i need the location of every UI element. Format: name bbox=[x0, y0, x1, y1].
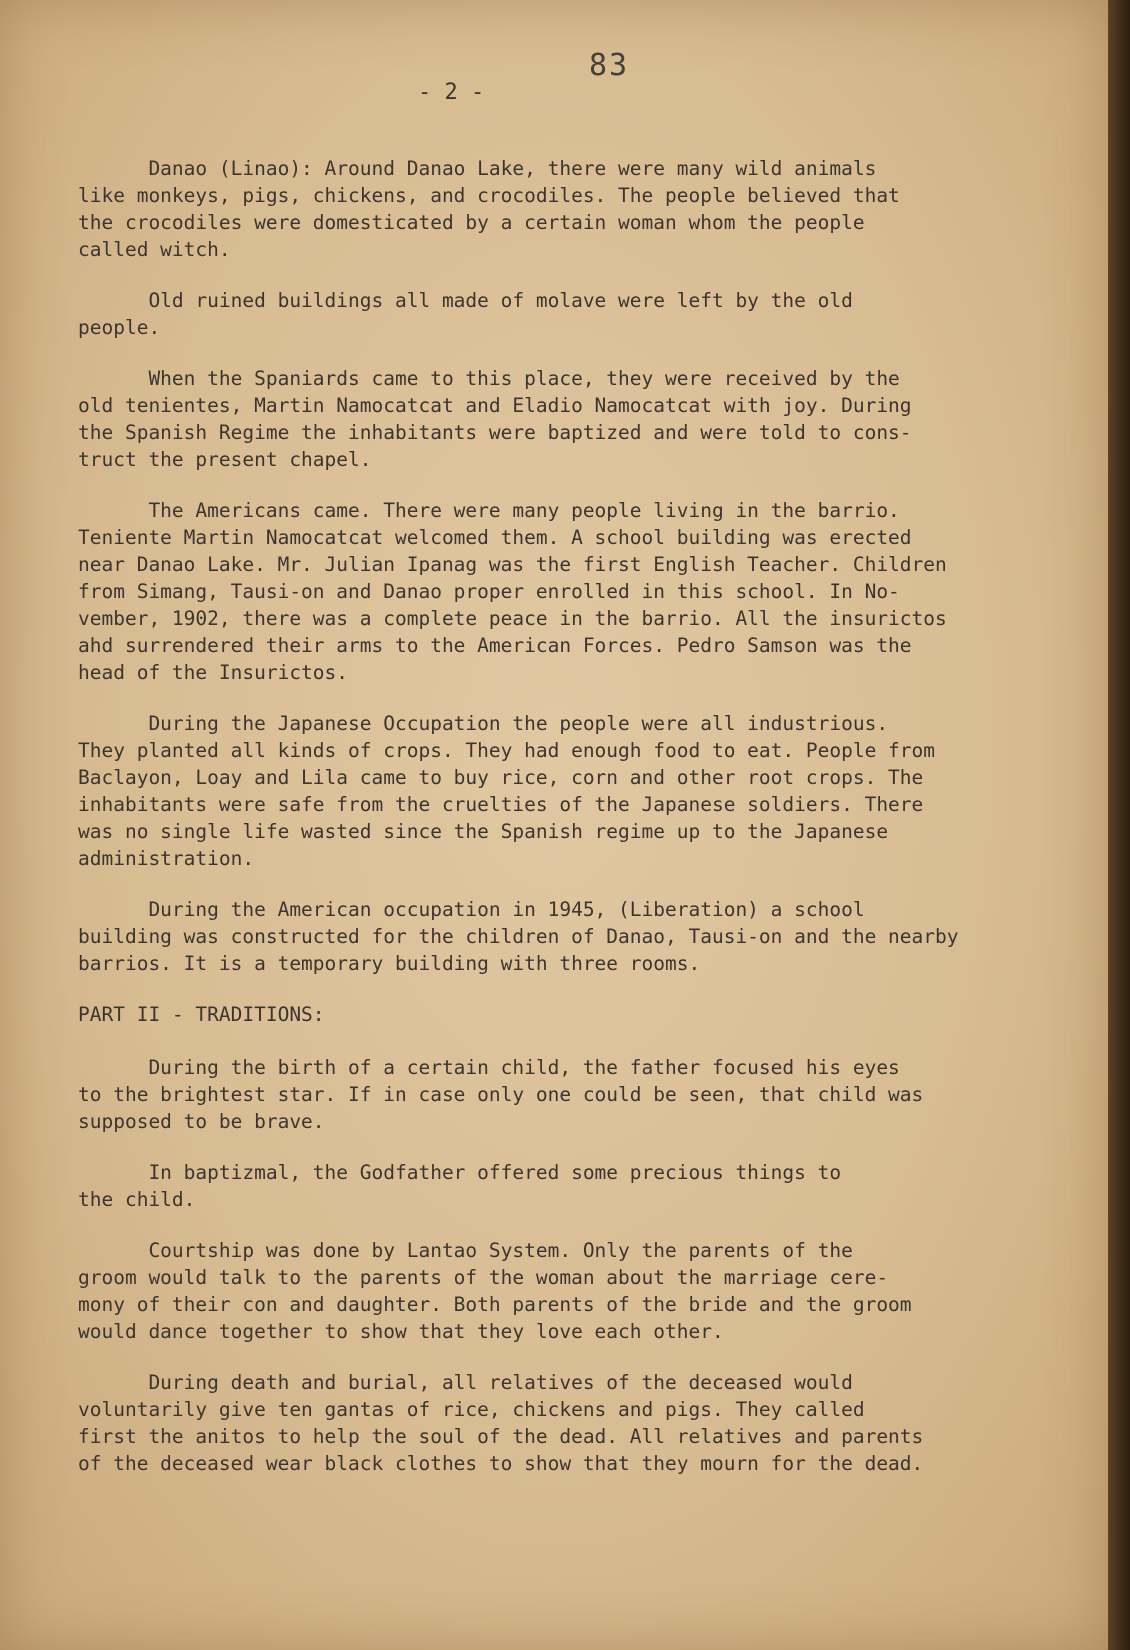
text-line: of the deceased wear black clothes to show that they mourn for the dead. bbox=[78, 1452, 924, 1475]
document-body bbox=[78, 155, 1078, 1501]
text-line: like monkeys, pigs, chickens, and crocodiles. The people believed that bbox=[78, 184, 900, 207]
text-line: head of the Insurictos. bbox=[78, 661, 349, 684]
text-line: Old ruined buildings all made of molave were left by the old bbox=[78, 289, 853, 312]
paragraph bbox=[78, 1159, 1078, 1213]
text-line: first the anitos to help the soul of the dead. All relatives and parents bbox=[78, 1425, 924, 1448]
text-line: mony of their con and daughter. Both parents of the bride and the groom bbox=[78, 1293, 912, 1316]
text-line: Courtship was done by Lantao System. Only the parents of the bbox=[78, 1239, 853, 1262]
text-line: groom would talk to the parents of the woman about the marriage cere- bbox=[78, 1266, 889, 1289]
text-line: vember, 1902, there was a complete peace in the barrio. All the insurictos bbox=[78, 607, 947, 630]
paragraph bbox=[78, 365, 1078, 473]
history-section bbox=[78, 155, 1078, 977]
paragraph bbox=[78, 710, 1078, 872]
paragraph bbox=[78, 155, 1078, 263]
text-line: Teniente Martin Namocatcat welcomed them. A school building was erected bbox=[78, 526, 912, 549]
text-line: They planted all kinds of crops. They had enough food to eat. People from bbox=[78, 739, 936, 762]
text-line: from Simang, Tausi-on and Danao proper enrolled in this school. In No- bbox=[78, 580, 900, 603]
text-line: During the birth of a certain child, the father focused his eyes bbox=[78, 1056, 900, 1079]
text-line: old tenientes, Martin Namocatcat and Eladio Namocatcat with joy. During bbox=[78, 394, 912, 417]
paragraph bbox=[78, 896, 1078, 977]
text-line: During death and burial, all relatives of the deceased would bbox=[78, 1371, 853, 1394]
text-line: was no single life wasted since the Spanish regime up to the Japanese bbox=[78, 820, 889, 843]
text-line: would dance together to show that they love each other. bbox=[78, 1320, 724, 1343]
paragraph bbox=[78, 1369, 1078, 1477]
page-number: - 2 - bbox=[418, 80, 485, 105]
text-line: voluntarily give ten gantas of rice, chickens and pigs. They called bbox=[78, 1398, 865, 1421]
text-line: supposed to be brave. bbox=[78, 1110, 325, 1133]
text-line: When the Spaniards came to this place, they were received by the bbox=[78, 367, 900, 390]
text-line: near Danao Lake. Mr. Julian Ipanag was the first English Teacher. Children bbox=[78, 553, 947, 576]
text-line: the Spanish Regime the inhabitants were baptized and were told to cons- bbox=[78, 421, 912, 444]
text-line: ahd surrendered their arms to the American Forces. Pedro Samson was the bbox=[78, 634, 912, 657]
paragraph bbox=[78, 1054, 1078, 1135]
binding-edge bbox=[1108, 0, 1130, 1650]
text-line: the child. bbox=[78, 1188, 196, 1211]
text-line: people. bbox=[78, 316, 161, 339]
traditions-section bbox=[78, 1054, 1078, 1477]
text-line: administration. bbox=[78, 847, 255, 870]
folio-number: 83 bbox=[589, 48, 630, 83]
text-line: to the brightest star. If in case only one could be seen, that child was bbox=[78, 1083, 924, 1106]
text-line: inhabitants were safe from the cruelties of the Japanese soldiers. There bbox=[78, 793, 924, 816]
text-line: During the Japanese Occupation the people were all industrious. bbox=[78, 712, 889, 735]
text-line: the crocodiles were domesticated by a certain woman whom the people bbox=[78, 211, 865, 234]
text-line: In baptizmal, the Godfather offered some precious things to bbox=[78, 1161, 842, 1184]
text-line: The Americans came. There were many people living in the barrio. bbox=[78, 499, 900, 522]
text-line: truct the present chapel. bbox=[78, 448, 372, 471]
text-line: Danao (Linao): Around Danao Lake, there were many wild animals bbox=[78, 157, 877, 180]
paragraph bbox=[78, 287, 1078, 341]
text-line: called witch. bbox=[78, 238, 231, 261]
text-line: During the American occupation in 1945, (Liberation) a school bbox=[78, 898, 865, 921]
text-line: Baclayon, Loay and Lila came to buy rice, corn and other root crops. The bbox=[78, 766, 924, 789]
text-line: barrios. It is a temporary building with three rooms. bbox=[78, 952, 701, 975]
paragraph bbox=[78, 497, 1078, 686]
text-line: building was constructed for the children of Danao, Tausi-on and the nearby bbox=[78, 925, 959, 948]
paragraph bbox=[78, 1237, 1078, 1345]
section-heading: PART II - TRADITIONS: bbox=[78, 1003, 325, 1026]
